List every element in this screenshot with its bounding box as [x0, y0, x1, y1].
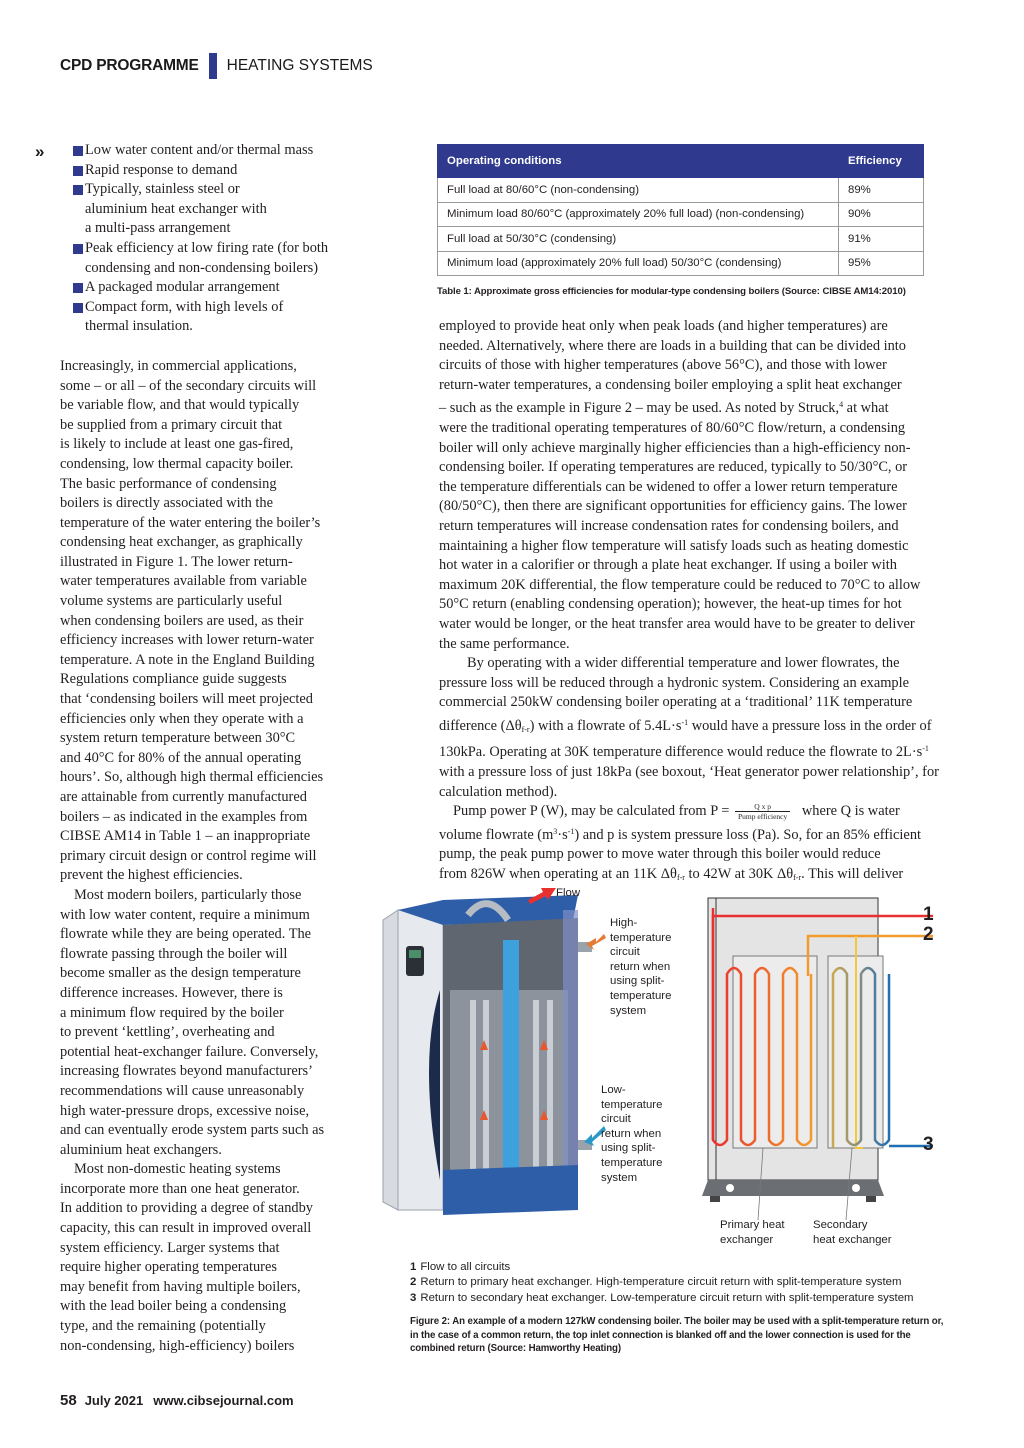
- table-header-row: [438, 145, 924, 178]
- text-line: condensing boiler. If operating temperatures are reduced, typically to 50/30°C, or: [439, 459, 908, 476]
- cell-condition: Full load at 50/30°C (condensing): [438, 227, 839, 252]
- body-paragraph: Increasingly, in commercial applications, some – or all – of the secondary circuits will be variable flow, and that would typically be supplied from a primary circuit that is likely to include at least one gas-fired, condensing, low thermal capacity boiler. The basic performance of condensing boilers is directly associated with the temperature of the water entering the boiler’s condensing heat exchanger, as graphically illustrated in Figure 1. The lower return- water temperatures available from variable volume systems are particularly useful when condensing boilers are used, as their efficiency increases with lower return-water temperature. A note in the England Building Regulations compliance guide suggests that ‘condensing boilers will meet projected efficiencies only when they operate with a system return temperature between 30°C and 40°C for 80% of the annual operating hours’. So, although high thermal efficiencies are attainable from currently manufactured boilers – as indicated in the examples from CIBSE AM14 in Table 1 – an inappropriate primary circuit design or control regime will prevent the highest efficiencies.: [60, 357, 324, 884]
- continuation-chevron-icon: »: [35, 142, 45, 161]
- text-line: volume flowrate $(m^3\cdot s^{-1})$ and p is system pressure loss (Pa). So, for an 85% efficient: [439, 826, 922, 843]
- col-header-efficiency: Efficiency: [839, 145, 924, 178]
- square-bullet-icon: [73, 166, 83, 176]
- text-line: using split-: [601, 1142, 656, 1155]
- cell-condition: Full load at 80/60°C (non-condensing): [438, 178, 839, 203]
- flow-label: Flow: [556, 887, 581, 899]
- heat-exchanger-schematic: [702, 898, 933, 1220]
- text-line: pump, the peak pump power to move water through this boiler would reduce: [439, 846, 881, 863]
- cell-efficiency: 95%: [839, 251, 924, 276]
- text-line: using split-: [610, 975, 665, 988]
- pump-power-formula: $\frac{\text{Q x p}}{\text{Pump efficiency}}$: [735, 802, 790, 821]
- col-header-conditions: Operating conditions: [438, 145, 839, 178]
- text-line: system: [601, 1171, 638, 1184]
- website-link[interactable]: www.cibsejournal.com: [153, 1393, 294, 1408]
- text-line: with a pressure loss of just 18kPa (see boxout, ‘Heat generator power relationship’, for: [439, 764, 939, 781]
- text-line: calculation method).: [439, 783, 558, 800]
- text-line: By operating with a wider differential temperature and lower flowrates, the: [467, 655, 900, 672]
- table-row: [438, 251, 924, 276]
- page-header: [60, 55, 373, 77]
- cell-condition: Minimum load 80/60°C (approximately 20% full load) (non-condensing): [438, 202, 839, 227]
- body-paragraphs-left: [60, 357, 335, 1356]
- bullet-item: Typically, stainless steel or aluminium heat exchanger with a multi-pass arrangement: [60, 180, 335, 239]
- page-footer: [60, 1392, 294, 1409]
- text-line: return when: [610, 960, 671, 973]
- header-divider: [209, 53, 217, 79]
- square-bullet-icon: [73, 244, 83, 254]
- text-line: system: [610, 1004, 647, 1017]
- text-line: 50°C return (enabling condensing operation); however, the heat-up times for hot: [439, 596, 902, 613]
- figure2: [378, 880, 948, 1255]
- text-line: temperature: [610, 931, 672, 944]
- text-line: temperature: [601, 1098, 663, 1111]
- text-line: Low-: [601, 1084, 626, 1096]
- high-temp-return-label: [610, 916, 690, 1018]
- text-line: circuit: [601, 1113, 631, 1126]
- text-line: 130kPa. Operating at 30K temperature difference would reduce the flowrate to $2L\cdot s^{-1}$: [439, 744, 929, 761]
- text-line: – such as the example in Figure 2 – may be used. As noted by Struck,$^4$ at what: [439, 400, 889, 417]
- issue-date: July 2021: [84, 1393, 144, 1408]
- square-bullet-icon: [73, 303, 83, 313]
- text-line: water would be longer, or the heat transfer area would have to be greater to deliver: [439, 615, 915, 632]
- text-line: (80/50°C), then there are significant opportunities for efficiency gains. The lower: [439, 498, 907, 515]
- table-row: [438, 227, 924, 252]
- right-column: [439, 317, 949, 888]
- programme-label: CPD PROGRAMME: [60, 57, 199, 74]
- efficiency-table: [437, 144, 924, 276]
- table1: [437, 144, 924, 297]
- cell-condition: Minimum load (approximately 20% full load) 50/30°C (condensing): [438, 251, 839, 276]
- figure-caption: Figure 2: An example of a modern 127kW condensing boiler. The boiler may be used with a split-temperature return or, in the case of a common return, the top inlet connection is blanked off and the lower connection is used for the combined return (Source: Hamworthy Heating): [410, 1316, 944, 1355]
- text-line: hot water in a calorifier or through a plate heat exchanger. If using a boiler with: [439, 557, 897, 574]
- table-caption: Table 1: Approximate gross efficiencies for modular-type condensing boilers (Source: CIBSE AM14:2010): [437, 286, 906, 297]
- table-row: [438, 178, 924, 203]
- reference-superscript: 4: [839, 400, 844, 410]
- text-line: maximum 20K differential, the flow temperature could be reduced to 70°C to allow: [439, 576, 921, 593]
- text-line: were the traditional operating temperatures of 80/60°C flow/return, a condensing: [439, 419, 906, 436]
- figure-legend: [410, 1260, 950, 1306]
- text-line: return temperatures will increase condensation rates for condensing boilers, and: [439, 517, 899, 534]
- square-bullet-icon: [73, 146, 83, 156]
- text-line: pressure loss will be reduced through a hydronic system. Considering an example: [439, 674, 909, 691]
- text-line: return-water temperatures, a condensing boiler employing a split heat exchanger: [439, 376, 902, 393]
- text-line: High-: [610, 917, 638, 929]
- text-line: temperature: [610, 989, 672, 1002]
- bullet-item: Peak efficiency at low firing rate (for both condensing and non-condensing boilers): [60, 239, 335, 278]
- cell-efficiency: 91%: [839, 227, 924, 252]
- table-row: [438, 202, 924, 227]
- bullet-item: Rapid response to demand: [60, 161, 335, 181]
- body-paragraph: Most modern boilers, particularly those with low water content, require a minimum flowrate while they are being operated. The flowrate passing through the boiler will become smaller as the design temperature difference increases. However, there is a minimum flow required by the boiler to prevent ‘kettling’, overheating and potential heat-exchanger failure. Conversely, increasing flowrates beyond manufacturers’ recommendations will cause unreasonably high water-pressure drops, excessive noise, and can eventually erode system parts such as aluminium heat exchangers.: [60, 886, 325, 1158]
- cell-efficiency: 89%: [839, 178, 924, 203]
- bullet-item: Low water content and/or thermal mass: [60, 141, 335, 161]
- text-line: circuit: [610, 946, 640, 959]
- low-temp-return-label: [601, 1083, 681, 1185]
- boiler-cutaway-image: [383, 888, 606, 1215]
- text-line: the same performance.: [439, 635, 570, 652]
- text-line: boiler will only achieve marginally higher efficiencies than a high-efficiency non-: [439, 439, 911, 456]
- diagram-number-3: 3: [923, 1134, 934, 1155]
- body-paragraph: Most non-domestic heating systems incorporate more than one heat generator. In addition to providing a degree of standby capacity, this can result in improved overall system efficiency. Larger systems that require higher operating temperatures may benefit from having multiple boilers, with the lead boiler being a condensing type, and the remaining (potentially non-condensing, high-efficiency) boilers: [60, 1161, 313, 1354]
- text-line: the temperature differentials can be widened to offer a lower return temperature: [439, 478, 898, 495]
- bullet-item: A packaged modular arrangement: [60, 278, 335, 298]
- primary-hx-label: Primary heat exchanger: [720, 1219, 785, 1246]
- text-line: needed. Alternatively, where there are loads in a building that can be divided into: [439, 337, 906, 354]
- square-bullet-icon: [73, 283, 83, 293]
- text-line: temperature: [601, 1156, 663, 1169]
- text-line: employed to provide heat only when peak loads (and higher temperatures) are: [439, 318, 888, 334]
- text-line: from 826W when operating at an 11K $\Delta\theta_{f-r}$ to 42W at 30K $\Delta\theta_{f-r}$. This will deliver: [439, 866, 904, 883]
- diagram-number-1: 1: [923, 904, 934, 925]
- feature-bullet-list: [60, 141, 335, 337]
- legend-item: 1 Flow to all circuits: [410, 1261, 511, 1273]
- text-line: Pump power P (W), may be calculated from P = $\frac{\text{Q x p}}{\text{Pump efficiency}}$ where Q is water: [453, 802, 900, 822]
- bullet-item: Compact form, with high levels of thermal insulation.: [60, 298, 335, 337]
- text-line: maintaining a higher flow temperature will satisfy loads such as heating domestic: [439, 537, 909, 554]
- text-line: commercial 250kW condensing boiler operating at a ‘traditional’ 11K temperature: [439, 694, 913, 711]
- left-column: [60, 141, 335, 1356]
- secondary-hx-label: Secondary heat exchanger: [813, 1219, 892, 1246]
- square-bullet-icon: [73, 185, 83, 195]
- page-number: 58: [60, 1392, 77, 1409]
- text-line: difference $(\Delta\theta_{f-r})$ with a flowrate of $5.4L\cdot s^{-1}$ would have a pressure loss in the order of: [439, 717, 932, 734]
- cell-efficiency: 90%: [839, 202, 924, 227]
- text-line: return when: [601, 1127, 662, 1140]
- legend-item: 2 Return to primary heat exchanger. High-temperature circuit return with split-temperature system: [410, 1276, 902, 1289]
- text-line: circuits of those with higher temperatures (above 56°C), and those with lower: [439, 357, 887, 374]
- diagram-number-2: 2: [923, 924, 934, 945]
- legend-item: 3 Return to secondary heat exchanger. Low-temperature circuit return with split-temperature system: [410, 1291, 914, 1304]
- section-label: HEATING SYSTEMS: [226, 57, 373, 74]
